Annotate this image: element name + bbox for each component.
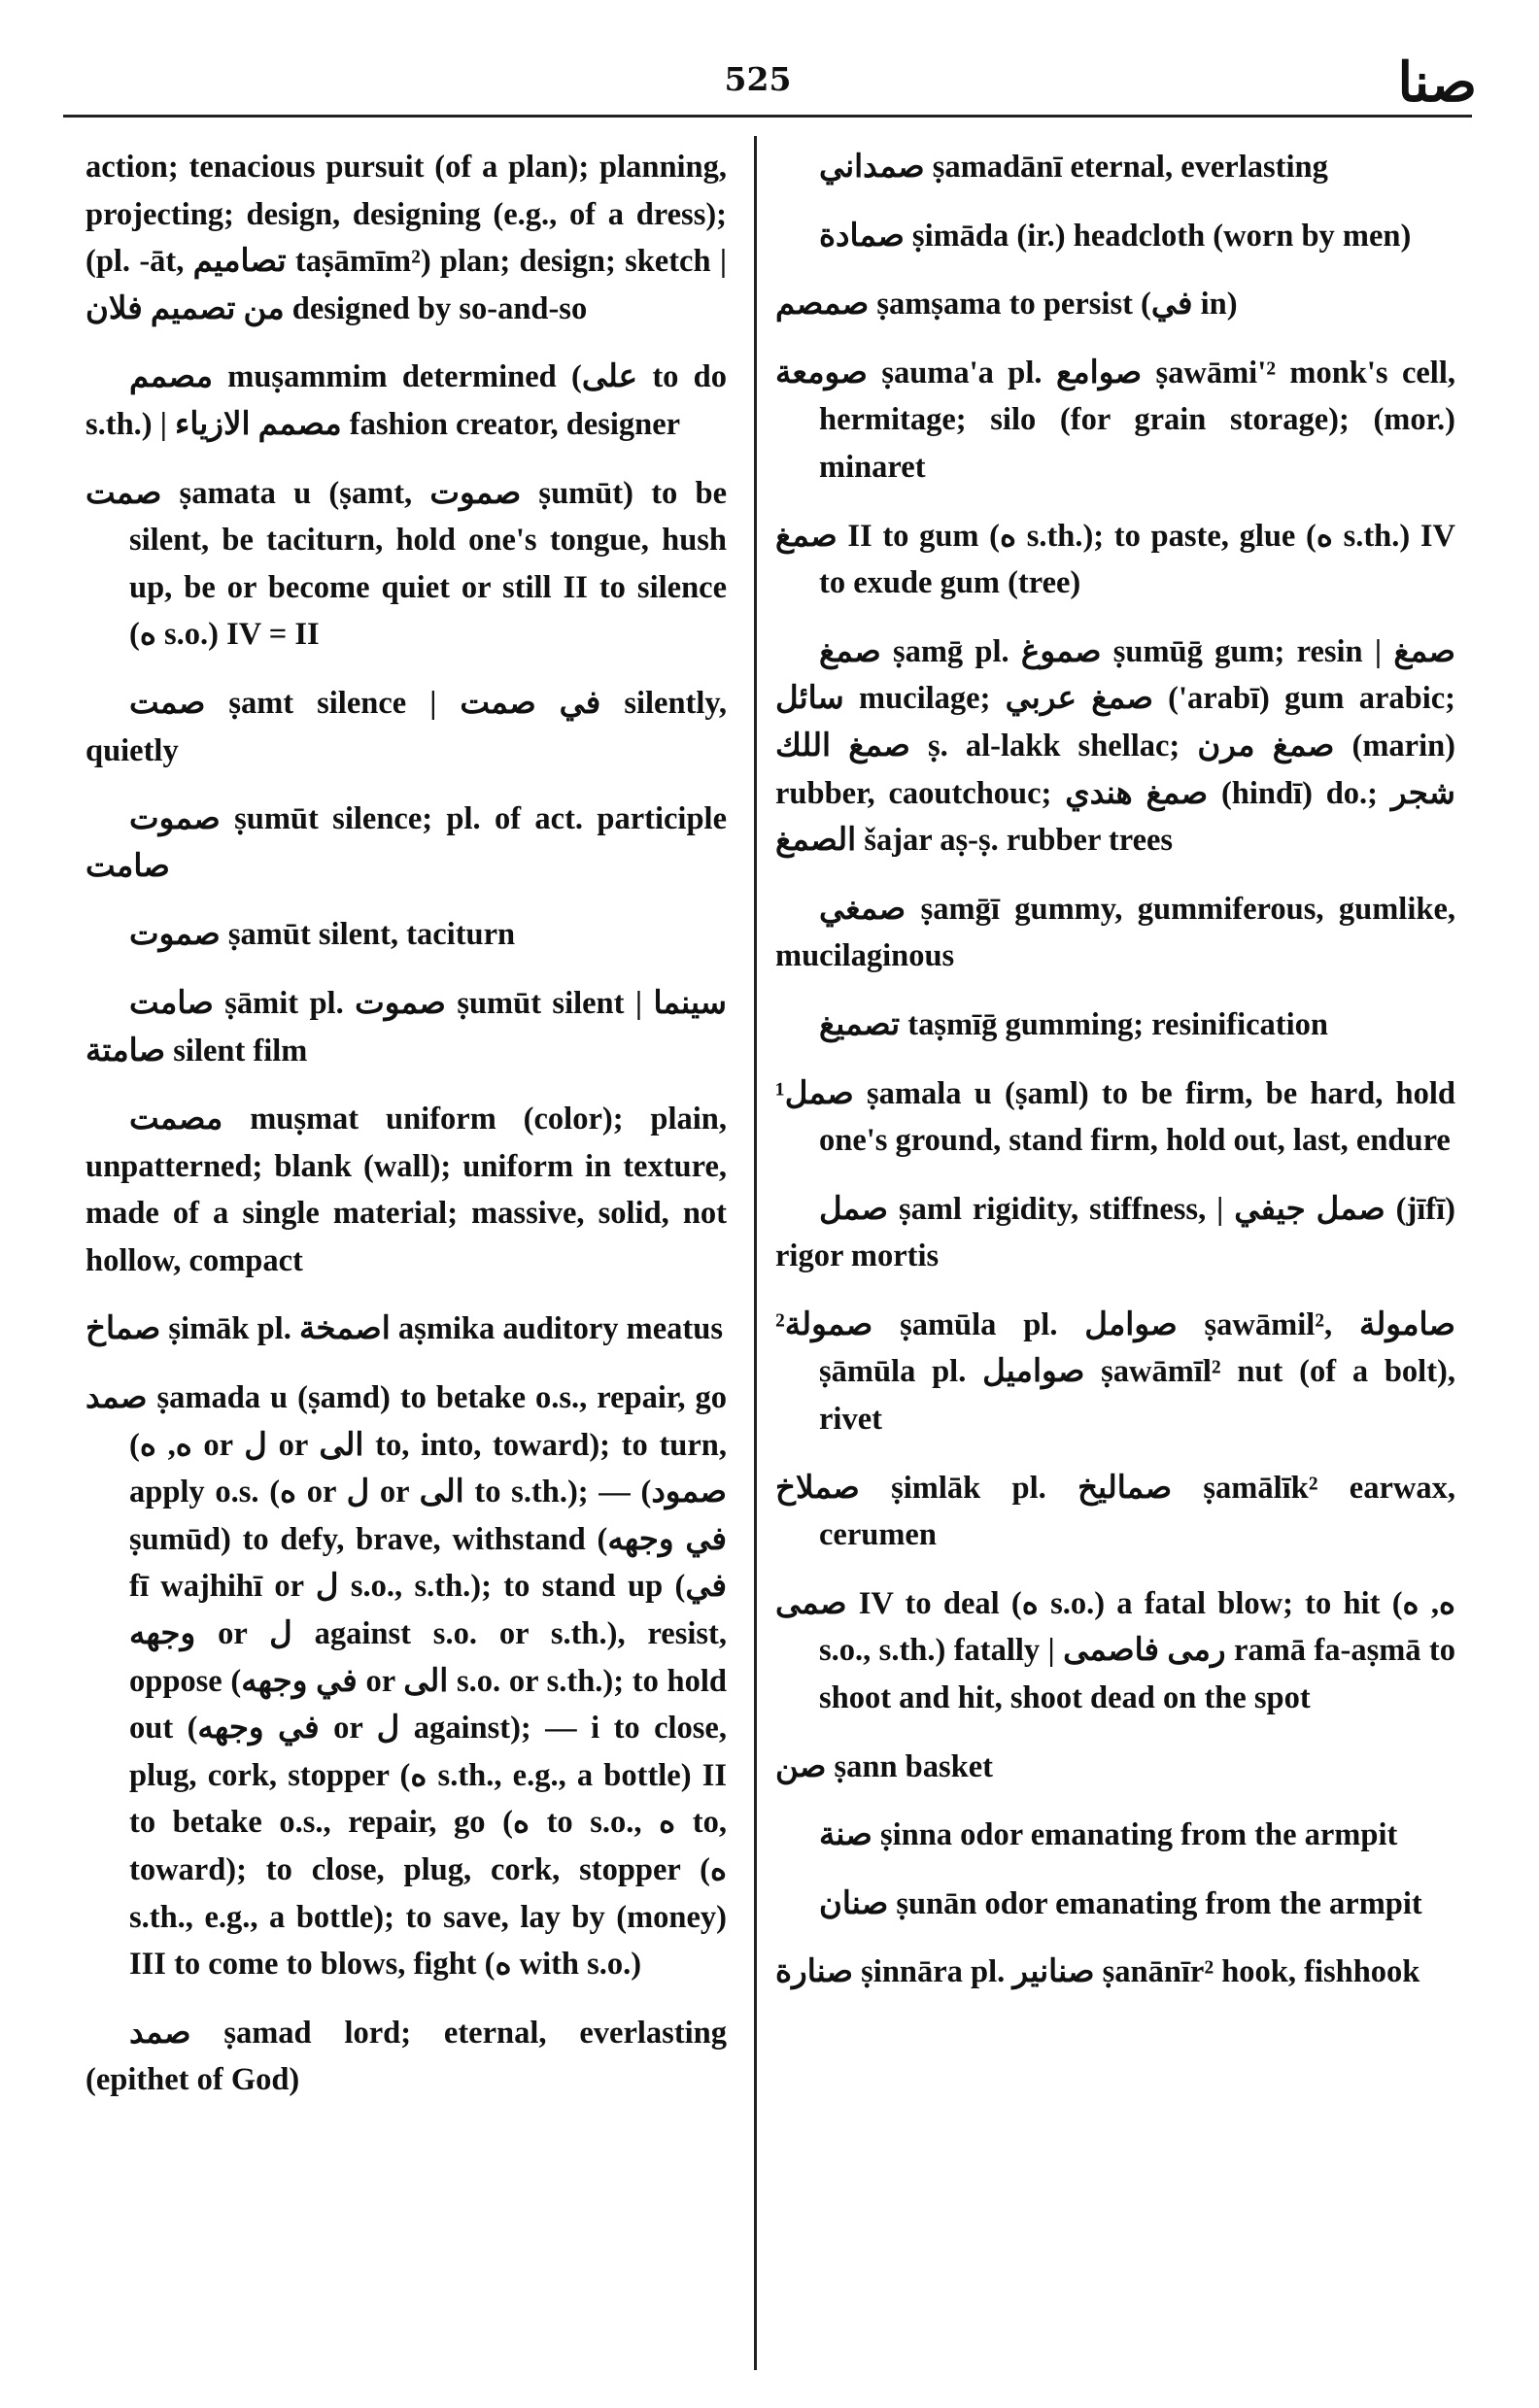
dictionary-entry: صنان ṣunān odor emanating from the armpit [819, 1885, 1422, 1921]
dictionary-entry: صمل ṣaml rigidity, stiffness, | صمل جيفي (jīfī) rigor mortis [775, 1191, 1455, 1274]
dictionary-entry: صمصم ṣamṣama to persist (في in) [775, 287, 1238, 322]
dictionary-entry: صملاخ ṣimlāk pl. صماليخ ṣamālīk² earwax, cerumen [775, 1470, 1455, 1553]
dictionary-entry: ¹صمل ṣamala u (ṣaml) to be firm, be hard, hold one's ground, stand firm, hold out, last, endure [775, 1075, 1455, 1159]
dictionary-entry: صمى IV to deal (ه s.o.) a fatal blow; to hit (ه, ه s.o., s.th.) fatally | رمى فاصمى ramā fa-aṣmā to shoot and hit, shoot dead on the spot [775, 1585, 1456, 1716]
dictionary-entry: صماخ ṣimāk pl. اصمخة aṣmika auditory meatus [86, 1311, 723, 1347]
dictionary-entry: action; tenacious pursuit (of a plan); planning, projecting; design, designing (e.g., of a dress); (pl. -āt, تصاميم taṣāmīm²) plan; design; sketch | من تصميم فلان designed by so-and-so [86, 150, 727, 326]
dictionary-entry: صموت ṣamūt silent, taciturn [129, 917, 516, 953]
dictionary-entry: صنة ṣinna odor emanating from the armpit [819, 1817, 1398, 1853]
dictionary-entry: صمت ṣamata u (ṣamt, صموت ṣumūt) to be silent, be taciturn, hold one's tongue, hush up, be or become quiet or still II to silence (ه s.o.) IV = II [86, 475, 728, 653]
dictionary-entry: صمد ṣamada u (ṣamd) to betake o.s., repair, go (ه, ه or ل or الى to, into, toward); to turn, apply o.s. (ه or ل or الى to s.th.); — (صمود ṣumūd) to defy, brave, withstand (في وجهه fī wajhihī or ل s.o., s.th.); to stand up (في وجهه or ل against s.o. or s.th.), resist, oppose (في وجهه or الى s.o. or s.th.); to hold out (في وجهه or ل against); — i to close, plug, cork, stopper (ه s.th., e.g., a bottle) II to betake o.s., repair, go (ه to s.o., ه to, toward); to close, plug, cork, stopper (ه s.th., e.g., a bottle); to save, lay by (money) III to come to blows, fight (ه with s.o.) [86, 1380, 728, 1983]
dictionary-entry: صموت ṣumūt silence; pl. of act. participle صامت [86, 801, 727, 884]
header-rule [63, 115, 1472, 118]
left-column [86, 144, 727, 2104]
dictionary-entry: صومعة ṣauma'a pl. صوامع ṣawāmi'² monk's cell, hermitage; silo (for grain storage); (mor.) minaret [775, 355, 1455, 485]
dictionary-entry: مصمت muṣmat uniform (color); plain, unpatterned; blank (wall); uniform in texture, made of a single material; massive, solid, not hollow, compact [86, 1102, 727, 1278]
column-divider [754, 136, 757, 2370]
dictionary-entry: مصمم muṣammim determined (على to do s.th.) | مصمم الازياء fashion creator, designer [86, 359, 728, 442]
dictionary-entry: صمادة ṣimāda (ir.) headcloth (worn by men) [819, 218, 1412, 254]
dictionary-entry: صامت ṣāmit pl. صموت ṣumūt silent | سينما صامتة silent film [86, 985, 727, 1068]
dictionary-entry: صمد ṣamad lord; eternal, everlasting (epithet of God) [86, 2015, 727, 2098]
dictionary-entry: ²صمولة ṣamūla pl. صوامل ṣawāmil², صامولة ṣāmūla pl. صواميل ṣawāmīl² nut (of a bolt), rivet [775, 1306, 1455, 1438]
right-column [775, 144, 1455, 1996]
dictionary-entry: صمغي ṣamḡī gummy, gummiferous, gumlike, mucilaginous [775, 891, 1455, 974]
dictionary-entry: تصميغ taṣmīḡ gumming; resinification [819, 1006, 1328, 1042]
dictionary-entry: صمغ II to gum (ه s.th.); to paste, glue (ه s.th.) IV to exude gum (tree) [775, 518, 1455, 601]
dictionary-entry: صمغ ṣamḡ pl. صموغ ṣumūḡ gum; resin | صمغ سائل mucilage; صمغ عربي ('arabī) gum arabic; صمغ اللك ṣ. al-lakk shellac; صمغ مرن (marin) rubber, caoutchouc; صمغ هندي (hindī) do.; شجر الصمغ šajar aṣ-ṣ. rubber trees [775, 633, 1456, 859]
dictionary-entry: صن ṣann basket [775, 1748, 993, 1784]
dictionary-entry: صمت ṣamt silence | في صمت silently, quietly [86, 685, 727, 768]
page-number: 525 [724, 60, 792, 98]
dictionary-entry: صمداني ṣamadānī eternal, everlasting [819, 150, 1328, 185]
guide-word: صنا [1397, 51, 1477, 115]
dictionary-entry: صنارة ṣinnāra pl. صنانير ṣanānīr² hook, fishhook [775, 1954, 1420, 1990]
